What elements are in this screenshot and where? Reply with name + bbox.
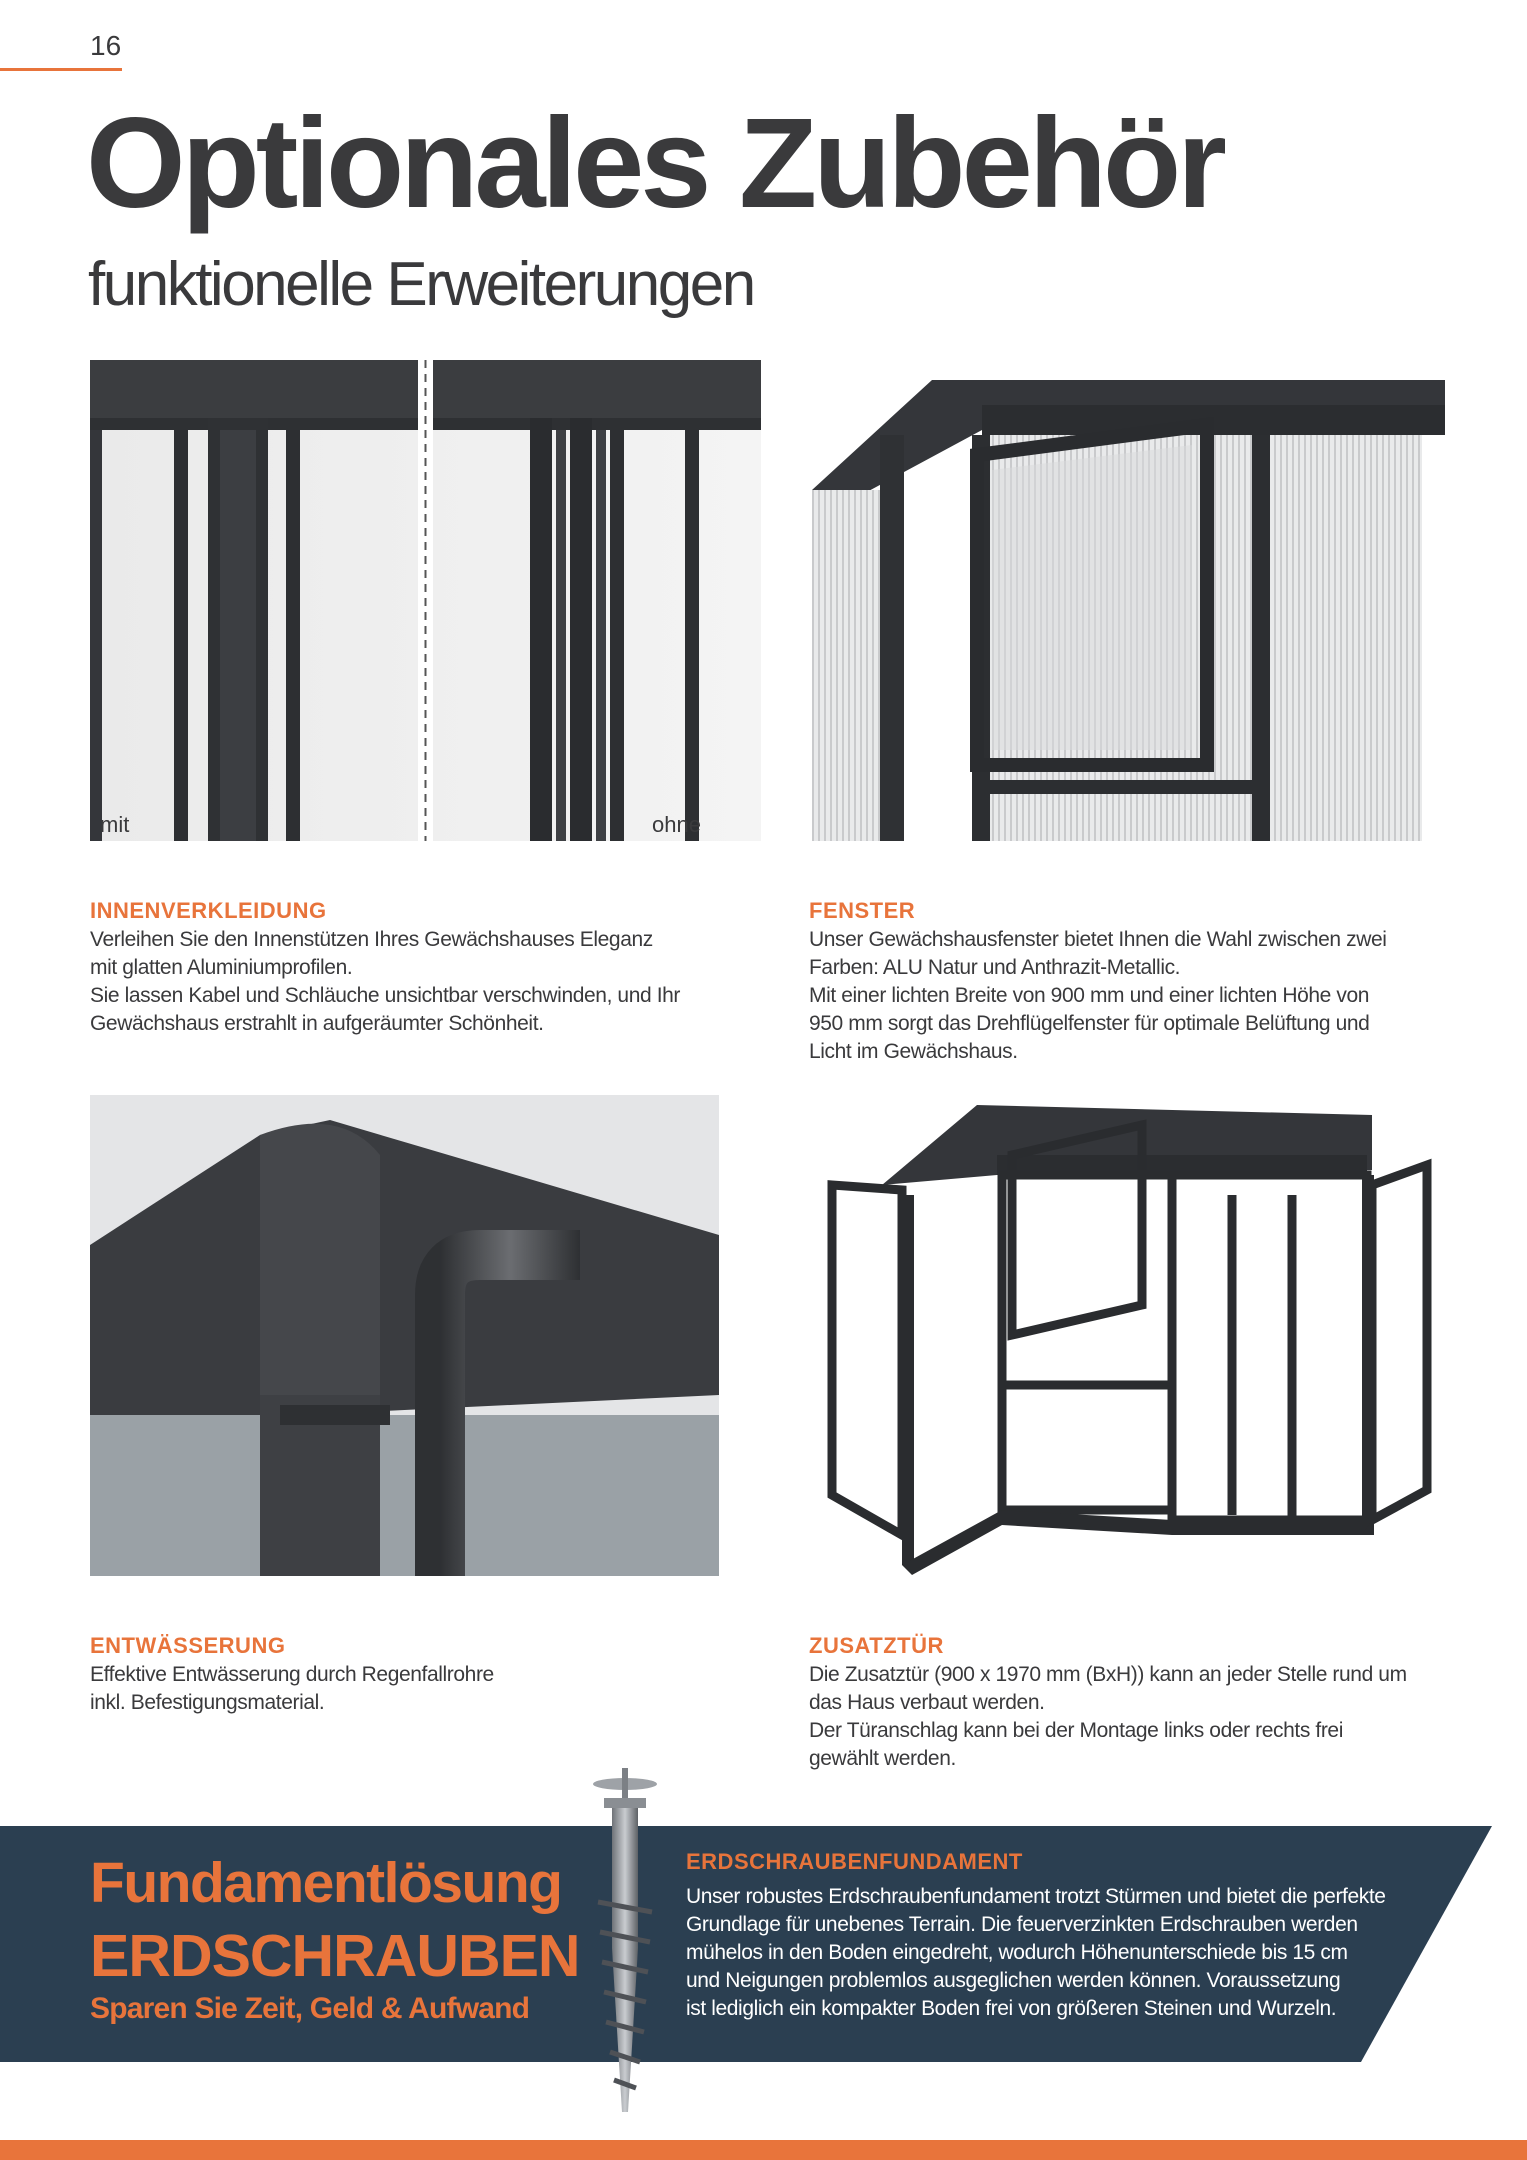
- ground-screw-image: [590, 1762, 660, 2114]
- zusatztuer-text: [809, 1661, 1489, 1773]
- text-line: Der Türanschlag kann bei der Montage links oder rechts frei: [809, 1719, 1343, 1742]
- fenster-text: [809, 926, 1489, 1066]
- text-line: gewählt werden.: [809, 1747, 956, 1770]
- zusatztuer-image: [812, 1095, 1445, 1576]
- erdschraubenfundament-text: [686, 1883, 1446, 2023]
- text-line: Unser robustes Erdschraubenfundament trotzt Stürmen und bietet die perfekte: [686, 1885, 1386, 1908]
- text-line: ist lediglich ein kompakter Boden frei von größeren Steinen und Wurzeln.: [686, 1997, 1337, 2020]
- label-ohne: ohne: [652, 812, 701, 837]
- entwaesserung-image: [90, 1095, 719, 1576]
- text-line: Unser Gewächshausfenster bietet Ihnen die Wahl zwischen zwei: [809, 928, 1387, 951]
- text-line: Effektive Entwässerung durch Regenfallrohre: [90, 1663, 494, 1686]
- zusatztuer-title: ZUSATZTÜR: [809, 1633, 944, 1658]
- text-line: mit glatten Aluminiumprofilen.: [90, 956, 353, 979]
- page-number-rule: [0, 68, 122, 71]
- footer-accent-bar: [0, 2140, 1527, 2160]
- text-line: Verleihen Sie den Innenstützen Ihres Gewächshauses Eleganz: [90, 928, 653, 951]
- entwaesserung-text: [90, 1661, 770, 1717]
- page-number: 16: [90, 30, 122, 61]
- banner-heading-3: Sparen Sie Zeit, Geld & Aufwand: [90, 1992, 530, 2025]
- text-line: Sie lassen Kabel und Schläuche unsichtbar verschwinden, und Ihr: [90, 984, 681, 1007]
- text-line: mühelos in den Boden eingedreht, wodurch Höhenunterschiede bis 15 cm: [686, 1941, 1348, 1964]
- banner-heading-2: ERDSCHRAUBEN: [90, 1923, 580, 1989]
- text-line: und Neigungen problemlos ausgeglichen werden können. Voraussetzung: [686, 1969, 1341, 1992]
- text-line: inkl. Befestigungsmaterial.: [90, 1691, 325, 1714]
- text-line: Grundlage für unebenes Terrain. Die feuerverzinkten Erdschrauben werden: [686, 1913, 1358, 1936]
- erdschraubenfundament-title: ERDSCHRAUBENFUNDAMENT: [686, 1849, 1023, 1874]
- text-line: Mit einer lichten Breite von 900 mm und einer lichten Höhe von: [809, 984, 1370, 1007]
- innenverkleidung-title: INNENVERKLEIDUNG: [90, 898, 327, 923]
- fenster-title: FENSTER: [809, 898, 916, 923]
- label-mit: mit: [100, 812, 130, 837]
- text-line: Farben: ALU Natur und Anthrazit-Metallic.: [809, 956, 1181, 979]
- text-line: Gewächshaus erstrahlt in aufgeräumter Schönheit.: [90, 1012, 544, 1035]
- text-line: Die Zusatztür (900 x 1970 mm (BxH)) kann an jeder Stelle rund um: [809, 1663, 1407, 1686]
- text-line: das Haus verbaut werden.: [809, 1691, 1045, 1714]
- innenverkleidung-text: [90, 926, 770, 1038]
- entwaesserung-title: ENTWÄSSERUNG: [90, 1633, 286, 1658]
- fenster-image: [812, 360, 1445, 841]
- innenverkleidung-image: [90, 360, 761, 841]
- page-title: Optionales Zubehör: [86, 92, 1223, 235]
- text-line: Licht im Gewächshaus.: [809, 1040, 1018, 1063]
- banner-heading-1: Fundamentlösung: [90, 1851, 562, 1915]
- page-subtitle: funktionelle Erweiterungen: [88, 250, 754, 319]
- text-line: 950 mm sorgt das Drehflügelfenster für optimale Belüftung und: [809, 1012, 1370, 1035]
